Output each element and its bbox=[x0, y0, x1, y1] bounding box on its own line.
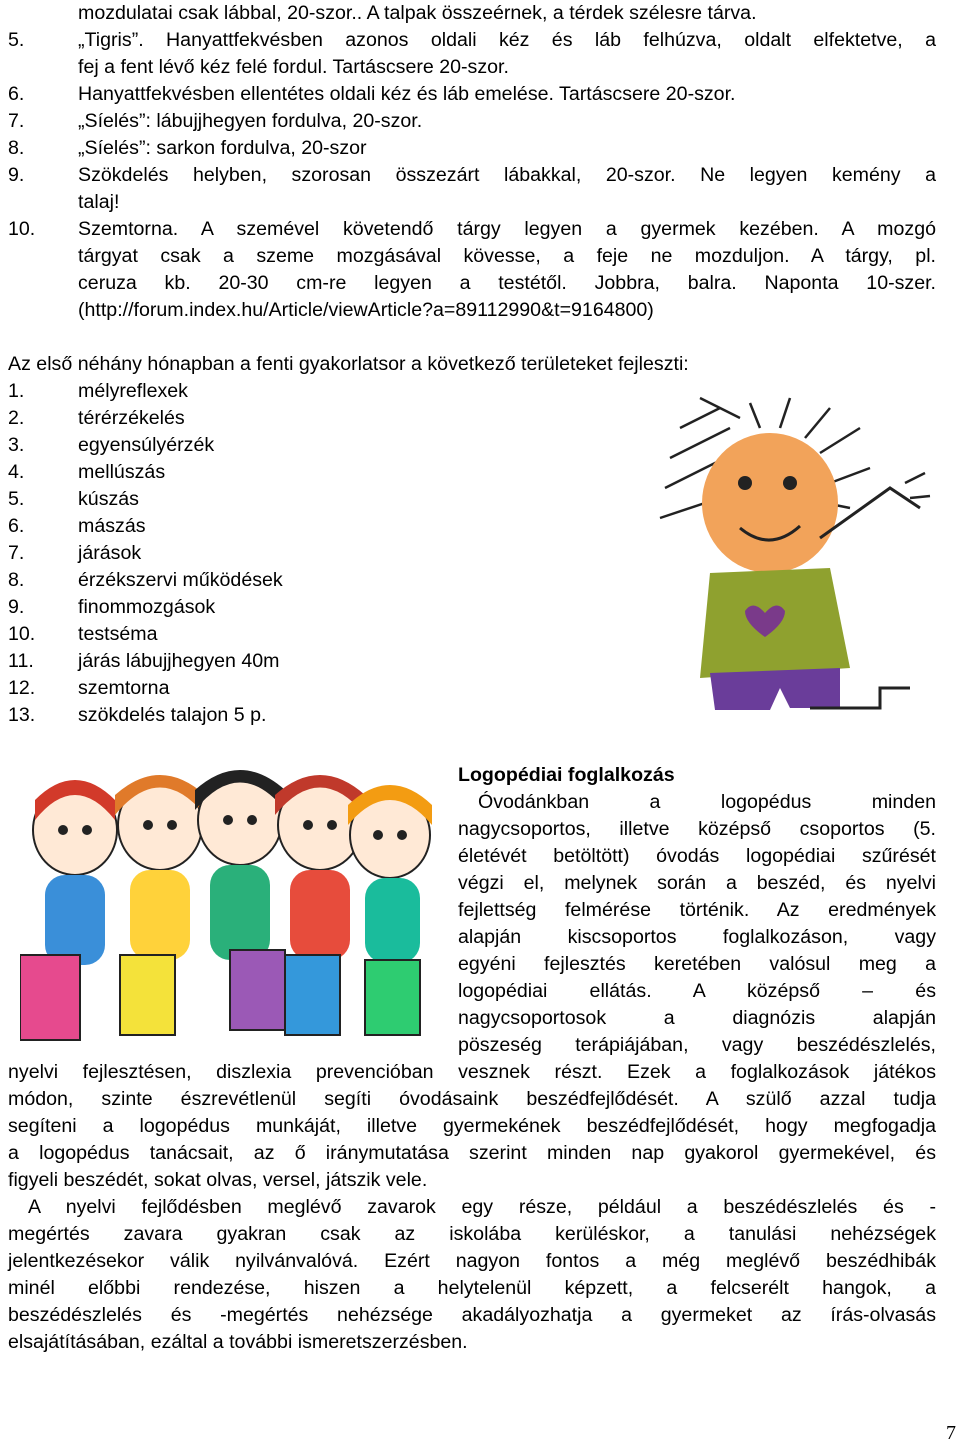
paragraph-line: nagycsoportosok a diagnózis alapján bbox=[458, 1007, 936, 1029]
exercise-line-top: mozdulatai csak lábbal, 20-szor.. A talpak összeérnek, a térdek szélesre tárva. bbox=[78, 2, 757, 24]
exercise-text: Hanyattfekvésben ellentétes oldali kéz és láb emelése. Tartáscsere 20-szor. bbox=[78, 83, 736, 105]
child-3 bbox=[195, 770, 285, 1030]
list-item: 9. finommozgások bbox=[8, 596, 216, 618]
paragraph-line: elsajátításában, ezáltal a további ismeretszerzésben. bbox=[8, 1331, 468, 1353]
exercise-text: Szökdelés helyben, szorosan összezárt lábakkal, 20-szor. Ne legyen kemény a bbox=[78, 164, 936, 186]
exercise-number: 10. bbox=[8, 218, 36, 240]
exercise-item-9 bbox=[8, 162, 78, 189]
list-item: 13. szökdelés talajon 5 p. bbox=[8, 704, 267, 726]
exercise-item-10 bbox=[8, 216, 78, 243]
paragraph-line: minél előbbi rendezése, hiszen a helytelenül képzett, a felcserélt hangok, a bbox=[8, 1277, 936, 1299]
child-1 bbox=[20, 780, 117, 1040]
paragraph-line: egyéni fejlesztés keretében valósul meg a bbox=[458, 953, 936, 975]
paragraph-line: beszédészlelés és -megértés nehézsége akadályozhatja a gyermeket az írás-olvasás bbox=[8, 1304, 936, 1326]
paragraph-line: módon, szinte észrevétlenül segíti óvodásaink beszédfejlődését. A szülő azzal tudja bbox=[8, 1088, 936, 1110]
paragraph-line: logopédiai ellátás. A középső – és bbox=[458, 980, 936, 1002]
exercise-item-5 bbox=[8, 27, 78, 54]
paragraph-line: nagycsoportos, illetve középső csoportos (5. bbox=[458, 818, 936, 840]
paragraph-line: Óvodánkban a logopédus minden bbox=[478, 791, 936, 813]
exercise-text: „Tigris”. Hanyattfekvésben azonos oldali kéz és láb felhúzva, oldalt elfektetve, a bbox=[78, 29, 936, 51]
paragraph-line: segíteni a logopédus munkáját, illetve gyermekének beszédfejlődését, hogy megfogadja bbox=[8, 1115, 936, 1137]
exercise-number: 8. bbox=[8, 137, 25, 159]
child-2 bbox=[115, 775, 205, 1035]
exercise-source-link[interactable]: (http://forum.index.hu/Article/viewArticle?a=89112990&t=9164800) bbox=[78, 299, 654, 321]
child-drawing-illustration bbox=[640, 388, 940, 728]
exercise-item-8 bbox=[8, 135, 78, 162]
exercise-item-7 bbox=[8, 108, 78, 135]
list-item: 12. szemtorna bbox=[8, 677, 170, 699]
left-eye-icon bbox=[738, 476, 752, 490]
exercise-number: 5. bbox=[8, 29, 25, 51]
exercise-text: tárgyat csak a szeme mozgásával kövesse, a feje ne mozduljon. A tárgy, pl. bbox=[78, 245, 936, 267]
children-group-illustration bbox=[20, 760, 438, 1060]
exercise-text: talaj! bbox=[78, 191, 120, 213]
child-5 bbox=[348, 785, 432, 1035]
exercise-number: 7. bbox=[8, 110, 25, 132]
list-item: 8. érzékszervi működések bbox=[8, 569, 283, 591]
exercise-text: ceruza kb. 20-30 cm-re legyen a testétől. Jobbra, balra. Naponta 10-szer. bbox=[78, 272, 936, 294]
list-item: 3. egyensúlyérzék bbox=[8, 434, 215, 456]
paragraph-line: végzi el, melynek során a beszéd, és nyelvi bbox=[458, 872, 936, 894]
exercise-text: fej a fent lévő kéz felé fordul. Tartáscsere 20-szor. bbox=[78, 56, 509, 78]
list-item: 10. testséma bbox=[8, 623, 158, 645]
paragraph-line: megértés zavara gyakran csak az iskolába kerüléskor, a tanulási nehézségek bbox=[8, 1223, 936, 1245]
list-item: 4. mellúszás bbox=[8, 461, 166, 483]
section-heading: Logopédiai foglalkozás bbox=[458, 764, 675, 786]
paragraph-line: figyeli beszédét, sokat olvas, versel, játszik vele. bbox=[8, 1169, 428, 1191]
right-eye-icon bbox=[783, 476, 797, 490]
list-item: 6. mászás bbox=[8, 515, 146, 537]
paragraph-line: nyelvi fejlesztésen, diszlexia prevencióban vesznek részt. Ezek a foglalkozások játékos bbox=[8, 1061, 936, 1083]
paragraph-line: jelentkezésekor válik nyilvánvalóvá. Ezért nagyon fontos a még meglévő beszédhibák bbox=[8, 1250, 936, 1272]
list-item: 11. járás lábujjhegyen 40m bbox=[8, 650, 280, 672]
exercise-item-6 bbox=[8, 81, 78, 108]
exercise-text: „Síelés”: lábujjhegyen fordulva, 20-szor. bbox=[78, 110, 423, 132]
paragraph-line: a logopédus tanácsait, az ő iránymutatása szerint minden nap gyakorol gyermekével, és bbox=[8, 1142, 936, 1164]
list-item: 7. járások bbox=[8, 542, 142, 564]
paragraph-line: pöszeség terápiájában, vagy beszédészlelés, bbox=[458, 1034, 936, 1056]
paragraph-line: A nyelvi fejlődésben meglévő zavarok egy része, például a beszédészlelés és - bbox=[28, 1196, 936, 1218]
paragraph-line: alapján kiscsoportos foglalkozáson, vagy bbox=[458, 926, 936, 948]
purple-shorts bbox=[710, 668, 840, 710]
exercise-number: 6. bbox=[8, 83, 25, 105]
list-item: 2. térérzékelés bbox=[8, 407, 185, 429]
paragraph-line: életévét betöltött) óvodás logopédiai szűrését bbox=[458, 845, 936, 867]
list-item: 5. kúszás bbox=[8, 488, 139, 510]
paragraph-line: fejlettség felmérése történik. Az eredmények bbox=[458, 899, 936, 921]
exercise-number: 9. bbox=[8, 164, 25, 186]
exercise-text: Szemtorna. A szemével követendő tárgy legyen a gyermek kezében. A mozgó bbox=[78, 218, 936, 240]
exercise-text: „Síelés”: sarkon fordulva, 20-szor bbox=[78, 137, 367, 159]
page-number: 7 bbox=[946, 1422, 956, 1444]
face bbox=[702, 433, 838, 573]
skills-intro: Az első néhány hónapban a fenti gyakorlatsor a következő területeket fejleszti: bbox=[8, 353, 689, 375]
list-item: 1. mélyreflexek bbox=[8, 380, 188, 402]
